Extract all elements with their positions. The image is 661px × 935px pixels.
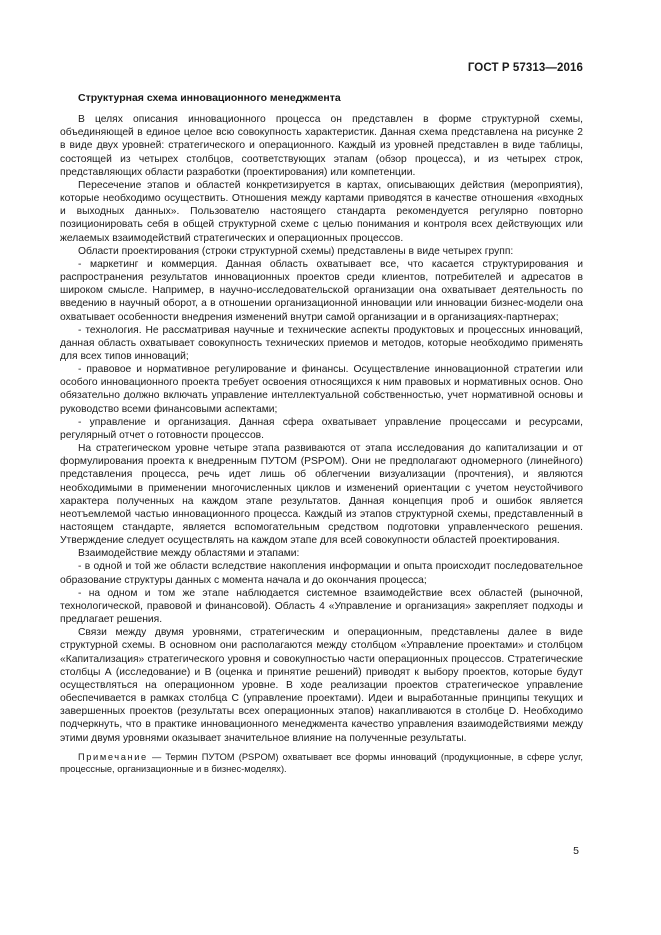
standard-header: ГОСТ Р 57313—2016	[467, 62, 583, 74]
list-item: - технология. Не рассматривая научные и технические аспекты продуктовых и процессных инноваций, данная область охватывает совокупность технических приемов и методов, которые необходимо применять для всех типов инноваций;	[60, 324, 583, 362]
note-text: — Термин ПУТОМ (PSPOM) охватывает все формы инноваций (продукционные, в сфере услуг, процессные, организационные и в бизнес-моделях).	[60, 751, 583, 775]
list-item: - в одной и той же области вследствие накопления информации и опыта происходит последовательное образование структуры данных с момента начала и до окончания процесса;	[60, 561, 583, 586]
list-item: - маркетинг и коммерция. Данная область охватывает все, что касается структурирования и распространения результатов инновационных проектов среди клиентов, потребителей и адресатов в широком смысле. Например, в научно-исследовательской организации она охватывает деятельность по введению в научный оборот, а в отношении организационной инновации или инновации бизнес-модели она охватывает особенности внедрения изменений внутри самой организации и в организациях-партнерах;	[60, 258, 583, 323]
paragraph: Области проектирования (строки структурной схемы) представлены в виде четырех групп:	[78, 245, 514, 257]
paragraph: Взаимодействие между областями и этапами:	[78, 548, 300, 560]
paragraph: На стратегическом уровне четыре этапа развиваются от этапа исследования до капитализации и от формулирования проекта к внедренным ПУТОМ (PSPOM). Они не предполагают одномерного (линейного) представления процесса, речь идет лишь об облегчении визуализации (прочтения), и являются необходимыми в применении многочисленных циклов и изменений ориентации с учетом неустойчивого характера полученных на каждом этапе результатов. Данная концепция проб и ошибок является неотъемлемой частью инновационного процесса. Каждый из этапов структурной схемы, представленный в настоящем стандарте, является вспомогательным средством подготовки управленческого решения. Утверждение следует осуществлять на каждом этапе для всей совокупности областей проектирования.	[60, 443, 583, 547]
note-label: Примечание	[78, 751, 148, 762]
paragraph: В целях описания инновационного процесса он представлен в форме структурной схемы, объединяющей в единое целое всю совокупность характеристик. Данная схема представлена на рисунке 2 в виде двух уровней: стратегического и операционного. Каждый из уровней представлен в виде таблицы, состоящей из четырех столбцов, соответствующих этапам (обзор процесса), и из четырех строк, представляющих области разработки (проектирования) или компетенции.	[60, 114, 583, 178]
page-number: 5	[573, 845, 579, 857]
list-item: - управление и организация. Данная сфера охватывает управление процессами и ресурсами, регулярный отчет о готовности процессов.	[60, 416, 583, 441]
page-content	[60, 92, 583, 775]
paragraph: Связи между двумя уровнями, стратегическим и операционным, представлены далее в виде структурной схемы. В основном они располагаются между столбцом «Управление проектами» и столбцом «Капитализация» стратегического уровня и совокупностью части операционных процессов. Стратегические столбцы А (исследование) и В (оценка и принятие решений) приводят к выбору проектов, которые будут осуществляться на операционном уровне. В ходе реализации проектов стратегическое управление обеспечивается в рамках столбца С (управление проектами). Идеи и выработанные принципы текущих и завершенных проектов (результаты всех операционных этапов) накапливаются в столбце D. Необходимо подчеркнуть, что в практике инновационного менеджмента качество управления взаимодействиями между этими двумя уровнями оказывает значительное влияние на полученные результаты.	[60, 627, 583, 744]
list-item: - на одном и том же этапе наблюдается системное взаимодействие всех областей (рыночной, технологической, правовой и финансовой). Область 4 «Управление и организация» закрепляет подходы и предлагает решения.	[60, 587, 583, 626]
list-item: - правовое и нормативное регулирование и финансы. Осуществление инновационной стратегии или особого инновационного проекта требует освоения относящихся к ним правовых и нормативных основ. Оно обязательно должно включать управление интеллектуальной собственностью, учет нормативной основы и руководство всеми финансовыми аспектами;	[60, 364, 583, 415]
note	[60, 751, 583, 776]
paragraph: Пересечение этапов и областей конкретизируется в картах, описывающих действия (мероприятия), которые необходимо осуществить. Отношения между картами приводятся в качестве отношения «входных и выходных данных». Пользователю настоящего стандарта рекомендуется регулярно повторно позиционировать себя в общей структурной схеме с целью понимания и контроля всех действующих или желаемых взаимодействий стратегических и операционных процессов.	[60, 179, 583, 244]
section-title: Структурная схема инновационного менеджмента	[78, 92, 341, 104]
